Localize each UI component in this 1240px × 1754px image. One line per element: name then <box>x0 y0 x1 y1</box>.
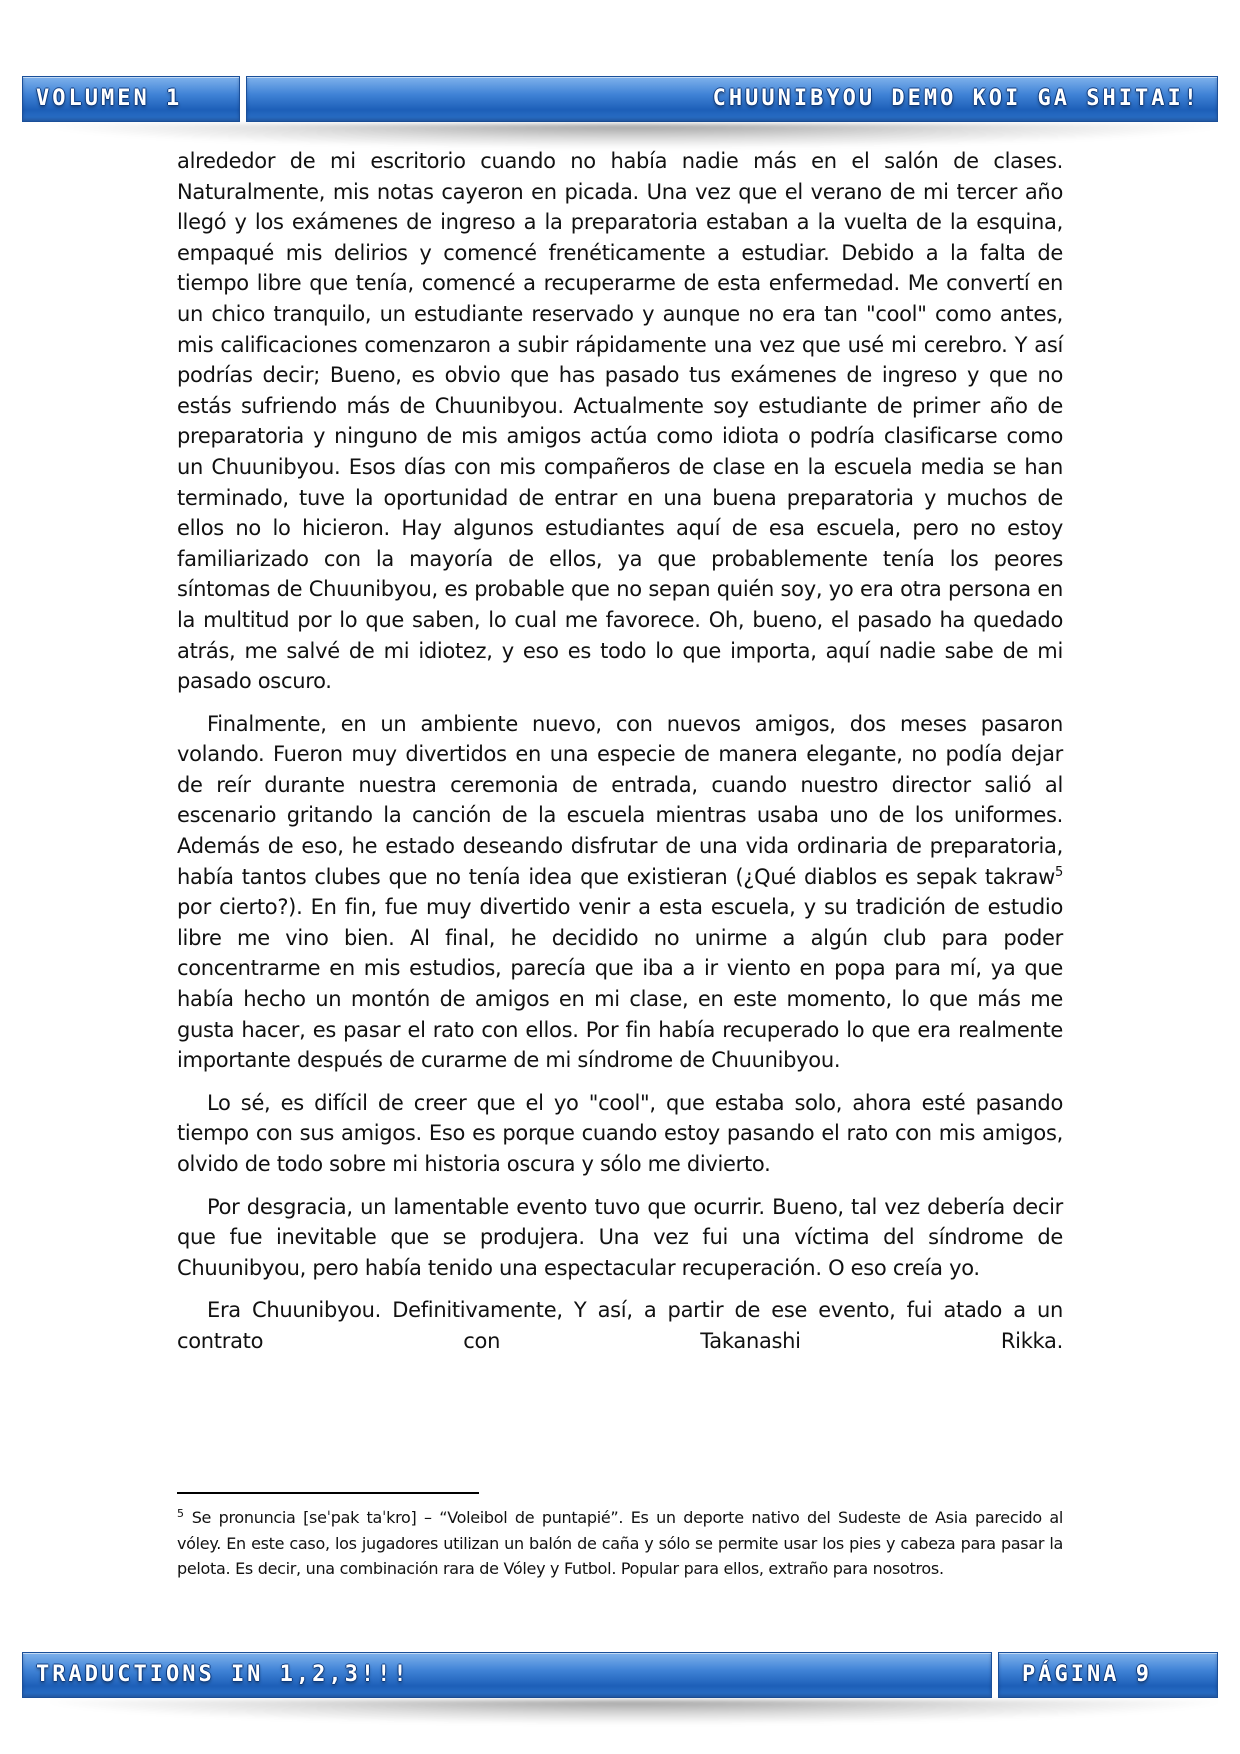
footnote <box>177 1505 1063 1582</box>
page-body <box>177 146 1063 1369</box>
footnote-divider <box>177 1492 479 1494</box>
paragraph-1: alrededor de mi escritorio cuando no había nadie más en el salón de clases. Naturalmente, mis notas cayeron en picada. Una vez que el verano de mi tercer año llegó y los exámenes de ingreso a la preparatoria estaban a la vuelta de la esquina, empaqué mis delirios y comencé frenéticamente a estudiar. Debido a la falta de tiempo libre que tenía, comencé a recuperarme de esta enfermedad. Me convertí en un chico tranquilo, un estudiante reservado y aunque no era tan "cool" como antes, mis calificaciones comenzaron a subir rápidamente una vez que usé mi cerebro. Y así podrías decir; Bueno, es obvio que has pasado tus exámenes de ingreso y que no estás sufriendo más de Chuunibyou. Actualmente soy estudiante de primer año de preparatoria y ninguno de mis amigos actúa como idiota o podría clasificarse como un Chuunibyou. Esos días con mis compañeros de clase en la escuela media se han terminado, tuve la oportunidad de entrar en una buena preparatoria y muchos de ellos no lo hicieron. Hay algunos estudiantes aquí de esa escuela, pero no estoy familiarizado con la mayoría de ellos, ya que probablemente tenía los peores síntomas de Chuunibyou, es probable que no sepan quién soy, yo era otra persona en la multitud por lo que saben, lo cual me favorece. Oh, bueno, el pasado ha quedado atrás, me salvé de mi idiotez, y eso es todo lo que importa, aquí nadie sabe de mi pasado oscuro. <box>177 149 1063 694</box>
paragraph-4: Por desgracia, un lamentable evento tuvo que ocurrir. Bueno, tal vez debería decir que fue inevitable que se produjera. Una vez fui una víctima del síndrome de Chuunibyou, pero había tenido una espectacular recuperación. O eso creía yo. <box>177 1194 1063 1280</box>
header-bar-shadow <box>50 124 1218 148</box>
footer-bar <box>22 1652 1218 1698</box>
footer-bar-shadow <box>50 1700 1218 1724</box>
paragraph-2 <box>177 709 1063 1076</box>
header-bar <box>22 76 1218 122</box>
footnote-reference: 5 <box>1055 864 1063 880</box>
paragraph-2-text-b: por cierto?). En fin, fue muy divertido venir a esta escuela, y su tradición de estudio libre me vino bien. Al final, he decidido no unirme a algún club para poder concentrarme en mis estudios, parecía que iba a ir viento en popa para mí, ya que había hecho un montón de amigos en mi clase, en este momento, lo que más me gusta hacer, es pasar el rato con ellos. Por fin había recuperado lo que era realmente importante después de curarme de mi síndrome de Chuunibyou. <box>177 895 1063 1073</box>
paragraph-3: Lo sé, es difícil de creer que el yo "cool", que estaba solo, ahora esté pasando tiempo con sus amigos. Eso es porque cuando estoy pasando el rato con mis amigos, olvido de todo sobre mi historia oscura y sólo me divierto. <box>177 1090 1063 1176</box>
translator-credit: TRADUCTIONS IN 1,2,3!!! <box>36 1662 410 1687</box>
footnote-number: 5 <box>177 1506 184 1520</box>
series-title: CHUUNIBYOU DEMO KOI GA SHITAI! <box>712 86 1200 111</box>
page-number: PÁGINA 9 <box>1022 1662 1152 1687</box>
paragraph-2-text-a: Finalmente, en un ambiente nuevo, con nuevos amigos, dos meses pasaron volando. Fueron muy divertidos en una especie de manera elegante, no podía dejar de reír durante nuestra ceremonia de entrada, cuando nuestro director salió al escenario gritando la canción de la escuela mientras usaba uno de los uniformes. Además de eso, he estado deseando disfrutar de una vida ordinaria de preparatoria, había tantos clubes que no tenía idea que existieran (¿Qué diablos es sepak takraw <box>177 711 1063 889</box>
volume-label: VOLUMEN 1 <box>36 86 183 111</box>
paragraph-5: Era Chuunibyou. Definitivamente, Y así, a partir de ese evento, fui atado a un contrato con Takanashi Rikka. <box>177 1298 1063 1353</box>
footnote-text: Se pronuncia [seˈpak taˈkro] – “Voleibol de puntapié”. Es un deporte nativo del Sudeste de Asia parecido al vóley. En este caso, los jugadores utilizan un balón de caña y sólo se permite usar los pies y cabeza para pasar la pelota. Es decir, una combinación rara de Vóley y Futbol. Popular para ellos, extraño para nosotros. <box>177 1508 1063 1578</box>
